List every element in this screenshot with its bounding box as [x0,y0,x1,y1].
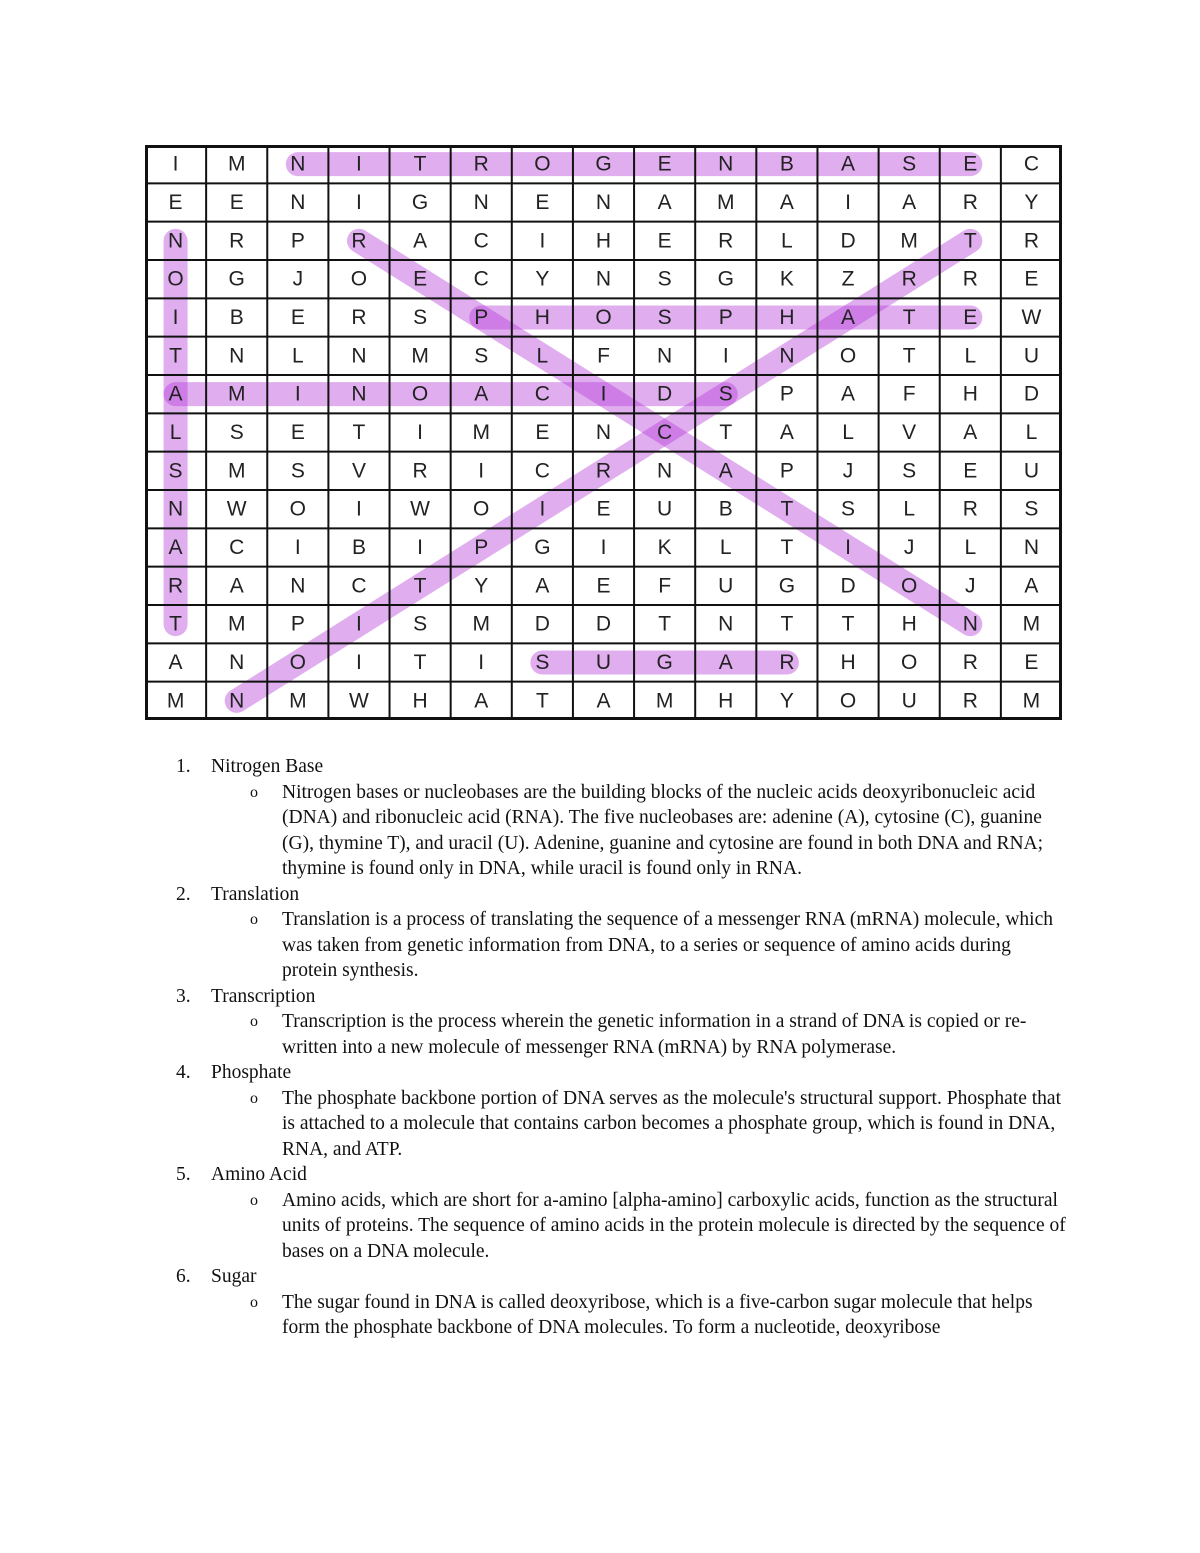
grid-letter: P [779,382,794,406]
grid-letter: O [289,651,307,674]
grid-letter: M [411,344,429,368]
grid-letter: T [413,574,427,598]
grid-letter: G [778,574,796,598]
grid-letter: B [718,497,733,521]
grid-letter: T [780,536,794,559]
grid-letter: I [294,536,301,559]
grid-letter: A [779,191,794,214]
grid-letter: R [962,689,978,713]
grid-letter: L [169,421,182,444]
grid-letter: N [657,344,673,368]
grid-letter: S [413,306,428,329]
definitions-list [170,754,1070,1341]
grid-letter: C [534,382,550,406]
grid-letter: S [229,421,244,444]
grid-letter: S [290,459,305,483]
grid-letter: T [902,344,916,368]
grid-letter: T [658,612,672,636]
grid-letter: I [417,536,424,559]
definition-number: 3. [176,985,191,1007]
grid-letter: L [964,344,977,368]
word-search-puzzle [145,145,1062,720]
grid-letter: S [413,612,428,636]
grid-letter: P [474,536,489,559]
grid-letter: L [536,344,549,368]
grid-letter: I [478,651,485,674]
definition-item [170,754,1070,882]
grid-letter: N [718,152,734,176]
bullet-circle-icon: o [250,1089,258,1107]
bullet-circle-icon: o [250,911,258,928]
grid-letter: N [351,344,367,368]
grid-letter: I [356,152,362,176]
grid-letter: P [779,459,794,483]
grid-letter: A [718,651,733,674]
grid-letter: S [474,344,489,368]
grid-letter: H [901,612,917,636]
grid-letter: T [963,229,977,253]
grid-letter: T [780,497,794,521]
grid-letter: R [962,267,978,291]
grid-letter: F [658,574,672,598]
definition-item [170,882,1070,984]
definition-term: Phosphate [211,1062,292,1083]
grid-letter: O [411,382,429,406]
grid-letter: N [290,152,306,176]
definition-description: The phosphate backbone portion of DNA serves as the molecule's structural support. Phosphate that is attached to a molecule that contains carbon becomes a phosphate group, which is found in DNA, RNA, and ATP. [282,1087,1062,1160]
grid-letter: T [780,612,794,636]
grid-letter: E [963,306,978,329]
definition-bullet-row [170,1086,1070,1163]
grid-letter: O [167,267,184,291]
definition-bullet-row [170,1188,1070,1265]
grid-letter: R [412,459,428,483]
grid-letter: D [1023,382,1040,406]
grid-letter: O [900,574,918,598]
grid-letter: U [901,689,917,713]
grid-letter: L [781,229,793,253]
grid-letter: M [166,689,185,713]
grid-letter: G [717,267,734,291]
grid-letter: S [841,497,856,521]
definition-item [170,984,1070,1061]
grid-letter: U [595,651,612,674]
grid-letter: F [902,382,916,406]
definition-item [170,1264,1070,1341]
grid-letter: A [596,689,611,713]
grid-letter: S [902,459,917,483]
grid-letter: U [718,574,734,598]
grid-letter: I [845,191,851,214]
grid-letter: I [539,229,546,253]
definition-term: Transcription [211,985,316,1007]
grid-letter: S [657,306,672,329]
definition-item [170,1162,1070,1264]
definition-description: Amino acids, which are short for a-amino [alpha-amino] carboxylic acids, function as the structural units of proteins. The sequence of amino acids in the protein molecule is directed by the sequence of bases on a DNA molecule. [282,1189,1066,1262]
grid-letter: Y [779,689,794,713]
grid-letter: A [474,689,489,713]
grid-letter: R [351,306,367,329]
grid-letter: M [900,229,918,253]
grid-letter: N [718,612,734,636]
definition-item [170,1060,1070,1162]
grid-letter: A [168,536,183,559]
grid-letter: N [657,459,673,483]
grid-letter: D [840,229,856,253]
grid-letter: S [657,267,672,291]
grid-letter: C [351,574,367,598]
definition-number: 5. [176,1164,191,1185]
grid-letter: N [779,344,795,368]
grid-letter: Y [535,267,550,291]
grid-letter: I [417,421,424,444]
grid-letter: I [600,382,607,406]
grid-letter: N [229,689,245,713]
grid-letter: N [962,612,978,636]
grid-letter: T [413,651,427,674]
grid-letter: O [900,651,918,674]
grid-letter: E [290,421,305,444]
grid-letter: C [473,267,489,291]
grid-letter: S [718,382,733,406]
grid-letter: A [841,152,856,176]
grid-letter: N [167,229,184,253]
grid-letter: O [839,689,857,713]
grid-letter: E [596,574,611,598]
definition-number: 6. [176,1266,191,1287]
grid-letter: D [840,574,856,598]
grid-letter: M [227,382,246,406]
grid-letter: T [719,421,733,444]
grid-letter: O [534,152,551,176]
grid-letter: N [290,574,306,598]
grid-letter: G [228,267,245,291]
grid-letter: R [595,459,612,483]
grid-letter: A [718,459,733,483]
grid-letter: E [657,152,672,176]
grid-letter: N [595,267,612,291]
grid-letter: O [839,344,857,368]
grid-letter: I [294,382,301,406]
grid-letter: M [227,152,246,176]
grid-letter: M [227,612,246,636]
definition-term: Nitrogen Base [211,756,324,777]
grid-letter: F [597,344,610,368]
grid-letter: K [779,267,794,291]
grid-letter: P [290,612,305,636]
grid-letter: Y [1024,191,1039,214]
grid-letter: T [413,152,427,176]
grid-letter: O [595,306,612,329]
definition-description: The sugar found in DNA is called deoxyribose, which is a five-carbon sugar molecule that helps form the phosphate backbone of DNA molecules. To form a nucleotide, deoxyribose [282,1291,1033,1338]
grid-letter: W [410,497,431,521]
grid-letter: R [779,651,795,674]
grid-letter: R [962,191,978,214]
grid-letter: I [356,191,362,214]
grid-letter: A [841,382,856,406]
grid-letter: I [356,497,362,521]
definition-term: Translation [211,883,300,905]
definition-term: Sugar [211,1266,257,1287]
grid-letter: P [474,306,489,329]
bullet-circle-icon: o [250,783,258,801]
grid-letter: H [840,651,856,674]
grid-letter: N [473,191,489,214]
definition-number: 1. [176,756,191,777]
grid-letter: W [226,497,247,521]
grid-letter: R [962,651,978,674]
grid-letter: C [1023,152,1040,176]
grid-letter: E [535,421,550,444]
grid-letter: A [474,382,489,406]
grid-letter: Z [841,267,855,291]
grid-letter: A [1024,574,1039,598]
grid-letter: R [1023,229,1040,253]
grid-letter: V [902,421,917,444]
grid-letter: A [963,421,978,444]
grid-letter: S [535,651,550,674]
grid-letter: M [472,612,490,636]
grid-letter: H [595,229,612,253]
grid-letter: M [472,421,490,444]
grid-letter: G [656,651,673,674]
definition-bullet-row [170,907,1070,984]
grid-letter: J [903,536,915,559]
grid-letter: L [903,497,916,521]
grid-letter: M [717,191,735,214]
grid-letter: S [902,152,917,176]
grid-letter: M [227,459,246,483]
grid-letter: J [965,574,976,598]
grid-letter: H [779,306,795,329]
grid-letter: A [535,574,550,598]
definition-bullet-row [170,1009,1070,1060]
grid-letter: I [172,306,179,329]
grid-letter: N [167,497,184,521]
grid-letter: T [535,689,549,713]
grid-letter: E [657,229,672,253]
grid-letter: R [167,574,184,598]
word-search-grid [145,145,1062,720]
grid-letter: N [351,382,367,406]
definition-description: Transcription is the process wherein the genetic information in a strand of DNA is copied or re-written into a new molecule of messenger RNA (mRNA) by RNA polymerase. [282,1011,1027,1058]
grid-letter: A [168,382,183,406]
grid-letter: E [1024,651,1039,674]
grid-letter: H [962,382,978,406]
grid-letter: N [595,191,612,214]
grid-letter: N [229,651,245,674]
grid-letter: S [168,459,183,483]
grid-letter: H [534,306,550,329]
grid-letter: S [1024,497,1039,521]
grid-letter: I [356,612,362,636]
definition-description: Nitrogen bases or nucleobases are the building blocks of the nucleic acids deoxyribonucleic acid (DNA) and ribonucleic acid (RNA). The five nucleobases are: adenine (A), cytosine (C), guanine (G), thymine T), and uracil (U). Adenine, guanine and cytosine are found in both DNA and RNA; thymine is found only in DNA, while uracil is found only in RNA. [282,781,1044,879]
grid-letter: C [534,459,550,483]
definition-term: Amino Acid [211,1164,307,1185]
grid-letter: L [719,536,732,559]
grid-letter: E [290,306,305,329]
grid-letter: H [412,689,428,713]
grid-letter: T [841,612,855,636]
grid-letter: N [595,421,612,444]
grid-letter: R [351,229,367,253]
grid-letter: W [1021,306,1042,329]
grid-letter: I [172,152,179,176]
grid-letter: R [901,267,917,291]
grid-letter: T [169,612,182,636]
grid-letter: R [229,229,245,253]
grid-letter: A [229,574,244,598]
grid-letter: U [1023,459,1040,483]
grid-letter: T [352,421,366,444]
grid-letter: L [964,536,977,559]
grid-letter: R [962,497,978,521]
grid-letter: P [718,306,733,329]
grid-letter: I [600,536,607,559]
grid-letter: O [350,267,368,291]
grid-letter: A [841,306,856,329]
grid-letter: N [290,191,306,214]
grid-letter: L [291,344,304,368]
grid-letter: E [535,191,550,214]
grid-letter: A [413,229,428,253]
grid-letter: G [534,536,551,559]
grid-letter: G [595,152,612,176]
grid-letter: P [290,229,305,253]
grid-letter: B [351,536,366,559]
grid-letter: M [655,689,674,713]
grid-letter: U [1023,344,1040,368]
bullet-circle-icon: o [250,1013,258,1030]
grid-letter: I [845,536,851,559]
grid-letter: R [473,152,489,176]
grid-letter: K [657,536,672,559]
grid-letter: A [657,191,672,214]
grid-letter: L [842,421,854,444]
grid-letter: B [779,152,794,176]
grid-letter: L [1025,421,1038,444]
grid-letter: J [292,267,304,291]
grid-letter: D [595,612,612,636]
grid-letter: I [478,459,485,483]
grid-letter: U [657,497,673,521]
grid-letter: O [473,497,490,521]
grid-letter: Y [474,574,489,598]
grid-letter: M [1022,689,1041,713]
grid-letter: E [413,267,428,291]
grid-letter: W [349,689,369,713]
grid-letter: D [534,612,550,636]
bullet-circle-icon: o [250,1191,258,1209]
grid-letter: C [657,421,673,444]
grid-letter: H [718,689,734,713]
grid-letter: I [539,497,546,521]
grid-letter: B [229,306,244,329]
grid-letter: A [902,191,917,214]
grid-letter: M [1022,612,1041,636]
grid-letter: E [596,497,611,521]
grid-letter: N [229,344,245,368]
grid-letter: A [779,421,794,444]
grid-letter: M [289,689,307,713]
grid-letters [167,153,1042,713]
definition-bullet-row [170,1290,1070,1341]
grid-letter: C [229,536,245,559]
definition-description: Translation is a process of translating the sequence of a messenger RNA (mRNA) molecule, which was taken from genetic information from DNA, to a series or sequence of amino acids during protein synthesis. [282,909,1053,981]
bullet-circle-icon: o [250,1293,258,1311]
grid-letter: J [842,459,854,483]
grid-letter: D [657,382,673,406]
grid-letter: E [963,152,978,176]
grid-letter: E [1024,267,1039,291]
grid-letter: O [289,497,307,521]
grid-letter: E [963,459,978,483]
grid-letter: T [902,306,916,329]
grid-letter: I [356,651,362,674]
definition-number: 4. [176,1062,191,1083]
grid-letter: T [169,344,182,368]
grid-letter: V [351,459,366,483]
grid-letter: R [718,229,734,253]
grid-letter: E [168,191,183,214]
grid-letter: C [473,229,489,253]
grid-letter: A [168,651,183,674]
definition-number: 2. [176,883,191,905]
definition-bullet-row [170,780,1070,882]
grid-letter: N [1023,536,1040,559]
grid-letter: I [722,344,729,368]
grid-letter: G [411,191,429,214]
grid-letter: E [229,191,244,214]
